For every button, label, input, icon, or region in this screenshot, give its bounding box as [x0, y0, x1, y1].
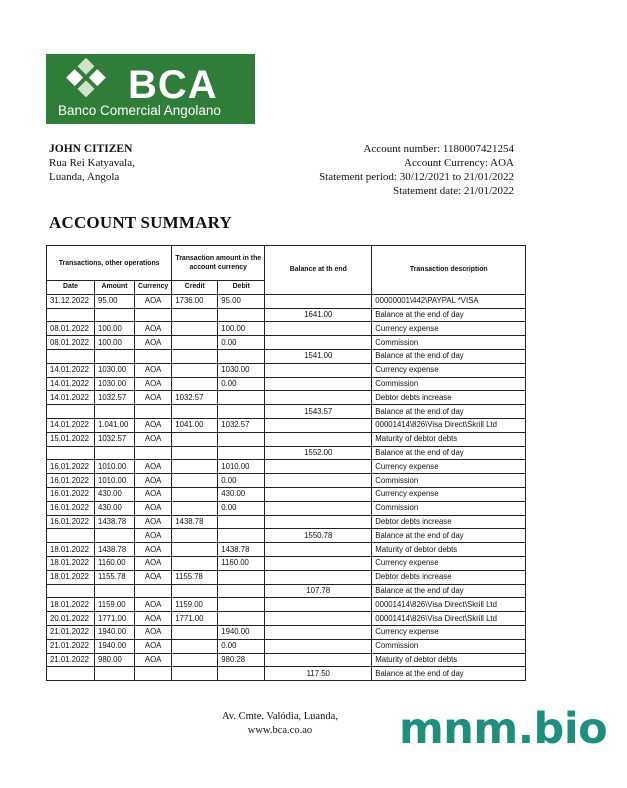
table-row	[47, 653, 526, 667]
customer-block	[49, 142, 135, 184]
table-row	[47, 515, 526, 529]
cell-date: 16.01.2022	[47, 487, 95, 501]
cell-date	[47, 667, 95, 681]
cell-balance	[265, 418, 372, 432]
cell-credit	[172, 308, 218, 322]
table-row	[47, 612, 526, 626]
cell-description: Commission	[372, 639, 526, 653]
header-amount-currency: Transaction amount in the account currency	[172, 246, 265, 281]
table-row	[47, 625, 526, 639]
cell-balance	[265, 336, 372, 350]
cell-date	[47, 349, 95, 363]
table-row	[47, 570, 526, 584]
table-row	[47, 556, 526, 570]
cell-debit: 0.00	[218, 501, 265, 515]
cell-date: 16.01.2022	[47, 474, 95, 488]
cell-balance: 117.50	[265, 667, 372, 681]
cell-description: Currency expense	[372, 322, 526, 336]
cell-date: 21.01.2022	[47, 625, 95, 639]
cell-currency: AOA	[135, 336, 172, 350]
cell-amount	[95, 584, 135, 598]
cell-date: 08.01.2022	[47, 322, 95, 336]
cell-date: 15.01.2022	[47, 432, 95, 446]
cell-amount	[95, 446, 135, 460]
table-row	[47, 377, 526, 391]
cell-debit	[218, 598, 265, 612]
cell-balance	[265, 474, 372, 488]
cell-description: Balance at the end of day	[372, 446, 526, 460]
cell-description: 00000001\442\PAYPAL *VISA	[372, 294, 526, 308]
table-row	[47, 446, 526, 460]
table-row	[47, 639, 526, 653]
cell-amount: 1771.00	[95, 612, 135, 626]
cell-balance	[265, 625, 372, 639]
cell-debit: 0.00	[218, 474, 265, 488]
cell-amount	[95, 529, 135, 543]
cell-date: 14.01.2022	[47, 391, 95, 405]
cell-amount: 1010.00	[95, 474, 135, 488]
cell-description: Commission	[372, 501, 526, 515]
cell-debit	[218, 667, 265, 681]
cell-description: Balance at the end of day	[372, 349, 526, 363]
cell-credit	[172, 377, 218, 391]
cell-description: Balance at the end of day	[372, 667, 526, 681]
cell-credit	[172, 322, 218, 336]
cell-date	[47, 308, 95, 322]
cell-currency: AOA	[135, 529, 172, 543]
cell-date	[47, 584, 95, 598]
cell-currency	[135, 584, 172, 598]
cell-debit: 0.00	[218, 377, 265, 391]
cell-debit: 1030.00	[218, 363, 265, 377]
cell-balance	[265, 515, 372, 529]
cell-amount	[95, 405, 135, 419]
cell-balance: 1552.00	[265, 446, 372, 460]
cell-currency: AOA	[135, 322, 172, 336]
customer-name: JOHN CITIZEN	[49, 143, 133, 155]
cell-amount: 1940.00	[95, 639, 135, 653]
cell-debit: 1160.00	[218, 556, 265, 570]
header-currency: Currency	[135, 281, 172, 295]
header-transactions: Transactions, other operations	[47, 246, 172, 281]
cell-credit: 1771.00	[172, 612, 218, 626]
cell-description: Commission	[372, 474, 526, 488]
cell-currency: AOA	[135, 460, 172, 474]
table-row	[47, 584, 526, 598]
cell-date	[47, 529, 95, 543]
cell-currency: AOA	[135, 294, 172, 308]
bank-logo	[46, 54, 255, 124]
cell-date	[47, 405, 95, 419]
cell-amount: 95.00	[95, 294, 135, 308]
cell-balance: 1541.00	[265, 349, 372, 363]
cell-debit	[218, 570, 265, 584]
cell-debit	[218, 391, 265, 405]
cell-debit: 980.28	[218, 653, 265, 667]
cell-balance	[265, 432, 372, 446]
cell-date: 21.01.2022	[47, 653, 95, 667]
cell-currency	[135, 446, 172, 460]
table-row	[47, 363, 526, 377]
cell-amount: 1030.00	[95, 363, 135, 377]
cell-description: Currency expense	[372, 625, 526, 639]
cell-date: 18.01.2022	[47, 598, 95, 612]
cell-debit: 1032.57	[218, 418, 265, 432]
cell-debit	[218, 529, 265, 543]
cell-date: 14.01.2022	[47, 363, 95, 377]
cell-description: 00001414\826\Visa Direct\Skrill Ltd	[372, 598, 526, 612]
cell-credit: 1032.57	[172, 391, 218, 405]
table-row	[47, 667, 526, 681]
cell-debit: 430.00	[218, 487, 265, 501]
cell-date: 08.01.2022	[47, 336, 95, 350]
cell-debit: 0.00	[218, 639, 265, 653]
cell-currency	[135, 308, 172, 322]
cell-credit	[172, 584, 218, 598]
table-row	[47, 543, 526, 557]
cell-date: 18.01.2022	[47, 556, 95, 570]
cell-amount: 1438.78	[95, 515, 135, 529]
cell-description: Balance at the end of day	[372, 308, 526, 322]
cell-amount	[95, 349, 135, 363]
table-row	[47, 418, 526, 432]
cell-date: 21.01.2022	[47, 639, 95, 653]
cell-date: 18.01.2022	[47, 543, 95, 557]
cell-debit	[218, 584, 265, 598]
cell-credit	[172, 405, 218, 419]
cell-description: Currency expense	[372, 363, 526, 377]
cell-debit: 0.00	[218, 336, 265, 350]
cell-balance	[265, 377, 372, 391]
cell-description: 00001414\826\Visa Direct\Skrill Ltd	[372, 612, 526, 626]
cell-description: Currency expense	[372, 487, 526, 501]
cell-description: Debtor debts increase	[372, 570, 526, 584]
cell-balance: 1543.57	[265, 405, 372, 419]
cell-debit: 1010.00	[218, 460, 265, 474]
cell-credit	[172, 432, 218, 446]
cell-description: Balance at the end of day	[372, 584, 526, 598]
cell-credit	[172, 529, 218, 543]
cell-date: 18.01.2022	[47, 570, 95, 584]
cell-credit	[172, 446, 218, 460]
table-row	[47, 598, 526, 612]
cell-balance	[265, 460, 372, 474]
cell-credit	[172, 349, 218, 363]
cell-balance	[265, 391, 372, 405]
account-info	[319, 142, 514, 198]
cell-currency: AOA	[135, 474, 172, 488]
cell-currency: AOA	[135, 653, 172, 667]
cell-currency: AOA	[135, 391, 172, 405]
diamond-icon	[46, 54, 126, 104]
cell-currency	[135, 667, 172, 681]
cell-date: 16.01.2022	[47, 501, 95, 515]
table-row	[47, 294, 526, 308]
cell-description: Commission	[372, 336, 526, 350]
cell-description: Commission	[372, 377, 526, 391]
cell-amount: 430.00	[95, 487, 135, 501]
header-debit: Debit	[218, 281, 265, 295]
cell-date: 16.01.2022	[47, 460, 95, 474]
cell-balance	[265, 487, 372, 501]
cell-currency: AOA	[135, 625, 172, 639]
cell-currency: AOA	[135, 432, 172, 446]
cell-amount: 1438.78	[95, 543, 135, 557]
customer-address-line1: Rua Rei Katyavala,	[49, 157, 135, 169]
table-row	[47, 487, 526, 501]
cell-balance	[265, 556, 372, 570]
cell-balance	[265, 322, 372, 336]
logo-letters: BCA	[128, 63, 218, 107]
cell-amount: 1.041.00	[95, 418, 135, 432]
cell-credit	[172, 667, 218, 681]
cell-date: 14.01.2022	[47, 377, 95, 391]
cell-currency: AOA	[135, 598, 172, 612]
cell-amount: 1155.78	[95, 570, 135, 584]
cell-description: Maturity of debtor debts	[372, 653, 526, 667]
cell-debit	[218, 405, 265, 419]
cell-amount: 980.00	[95, 653, 135, 667]
header-description: Transaction description	[372, 246, 526, 295]
cell-balance: 107.78	[265, 584, 372, 598]
cell-description: 00001414\826\Visa Direct\Skrill Ltd	[372, 418, 526, 432]
cell-debit: 1940.00	[218, 625, 265, 639]
cell-balance	[265, 294, 372, 308]
table-row	[47, 336, 526, 350]
cell-credit: 1041.00	[172, 418, 218, 432]
table-row	[47, 460, 526, 474]
cell-amount: 430.00	[95, 501, 135, 515]
cell-amount: 1032.57	[95, 432, 135, 446]
cell-amount: 1032.57	[95, 391, 135, 405]
cell-amount: 100.00	[95, 322, 135, 336]
customer-address-line2: Luanda, Angola	[49, 171, 120, 183]
cell-credit: 1438.78	[172, 515, 218, 529]
cell-balance	[265, 612, 372, 626]
cell-description: Currency expense	[372, 460, 526, 474]
header-amount: Amount	[95, 281, 135, 295]
cell-currency: AOA	[135, 377, 172, 391]
cell-credit: 1159.00	[172, 598, 218, 612]
cell-balance	[265, 639, 372, 653]
watermark: mnm.bio	[399, 704, 608, 754]
page-title: ACCOUNT SUMMARY	[49, 213, 232, 232]
cell-credit	[172, 460, 218, 474]
cell-balance	[265, 501, 372, 515]
cell-amount: 1159.00	[95, 598, 135, 612]
cell-description: Debtor debts increase	[372, 515, 526, 529]
cell-amount	[95, 667, 135, 681]
account-currency: Account Currency: AOA	[404, 157, 514, 169]
cell-balance: 1550.78	[265, 529, 372, 543]
cell-debit	[218, 612, 265, 626]
cell-balance	[265, 570, 372, 584]
cell-description: Balance at the end of day	[372, 405, 526, 419]
cell-currency: AOA	[135, 363, 172, 377]
cell-balance	[265, 598, 372, 612]
table-row	[47, 474, 526, 488]
cell-date: 20.01.2022	[47, 612, 95, 626]
cell-debit	[218, 349, 265, 363]
cell-credit	[172, 336, 218, 350]
account-number: Account number: 1180007421254	[363, 143, 514, 155]
cell-date: 31.12.2022	[47, 294, 95, 308]
cell-balance: 1641.00	[265, 308, 372, 322]
footer	[222, 710, 338, 738]
cell-currency: AOA	[135, 501, 172, 515]
cell-description: Debtor debts increase	[372, 391, 526, 405]
cell-credit	[172, 543, 218, 557]
cell-amount: 1010.00	[95, 460, 135, 474]
table-row	[47, 349, 526, 363]
cell-debit: 95.00	[218, 294, 265, 308]
cell-date	[47, 446, 95, 460]
cell-balance	[265, 543, 372, 557]
cell-amount: 1940.00	[95, 625, 135, 639]
cell-balance	[265, 363, 372, 377]
cell-debit	[218, 308, 265, 322]
header-balance: Balance at th end	[265, 246, 372, 295]
cell-amount: 1160.00	[95, 556, 135, 570]
table-row	[47, 308, 526, 322]
footer-address: Av. Cmte. Valódia, Luanda,	[222, 711, 338, 722]
cell-currency: AOA	[135, 556, 172, 570]
table-row	[47, 405, 526, 419]
cell-debit	[218, 515, 265, 529]
cell-date: 14.01.2022	[47, 418, 95, 432]
cell-currency: AOA	[135, 570, 172, 584]
cell-currency: AOA	[135, 543, 172, 557]
cell-debit	[218, 446, 265, 460]
cell-currency: AOA	[135, 515, 172, 529]
cell-debit: 100.00	[218, 322, 265, 336]
cell-description: Maturity of debtor debts	[372, 543, 526, 557]
footer-website: www.bca.co.ao	[247, 725, 313, 736]
cell-credit: 1155.78	[172, 570, 218, 584]
cell-credit	[172, 363, 218, 377]
cell-debit: 1438.78	[218, 543, 265, 557]
cell-currency	[135, 349, 172, 363]
cell-description: Currency expense	[372, 556, 526, 570]
cell-balance	[265, 653, 372, 667]
cell-currency: AOA	[135, 612, 172, 626]
bank-name: Banco Comercial Angolano	[58, 103, 221, 118]
cell-description: Balance at the end of day	[372, 529, 526, 543]
cell-currency: AOA	[135, 487, 172, 501]
cell-credit	[172, 556, 218, 570]
cell-credit	[172, 625, 218, 639]
cell-credit	[172, 653, 218, 667]
cell-credit: 1736.00	[172, 294, 218, 308]
table-row	[47, 501, 526, 515]
transactions-table	[46, 245, 526, 681]
statement-date: Statement date: 21/01/2022	[393, 185, 514, 197]
cell-currency: AOA	[135, 639, 172, 653]
cell-credit	[172, 501, 218, 515]
cell-credit	[172, 474, 218, 488]
table-row	[47, 432, 526, 446]
cell-description: Maturity of debtor debts	[372, 432, 526, 446]
cell-credit	[172, 639, 218, 653]
cell-amount: 100.00	[95, 336, 135, 350]
statement-period: Statement period: 30/12/2021 to 21/01/2022	[319, 171, 514, 183]
cell-debit	[218, 432, 265, 446]
cell-credit	[172, 487, 218, 501]
table-row	[47, 529, 526, 543]
header-credit: Credit	[172, 281, 218, 295]
cell-date: 16.01.2022	[47, 515, 95, 529]
table-row	[47, 322, 526, 336]
table-row	[47, 391, 526, 405]
cell-amount: 1030.00	[95, 377, 135, 391]
cell-currency: AOA	[135, 418, 172, 432]
cell-currency	[135, 405, 172, 419]
header-date: Date	[47, 281, 95, 295]
cell-amount	[95, 308, 135, 322]
